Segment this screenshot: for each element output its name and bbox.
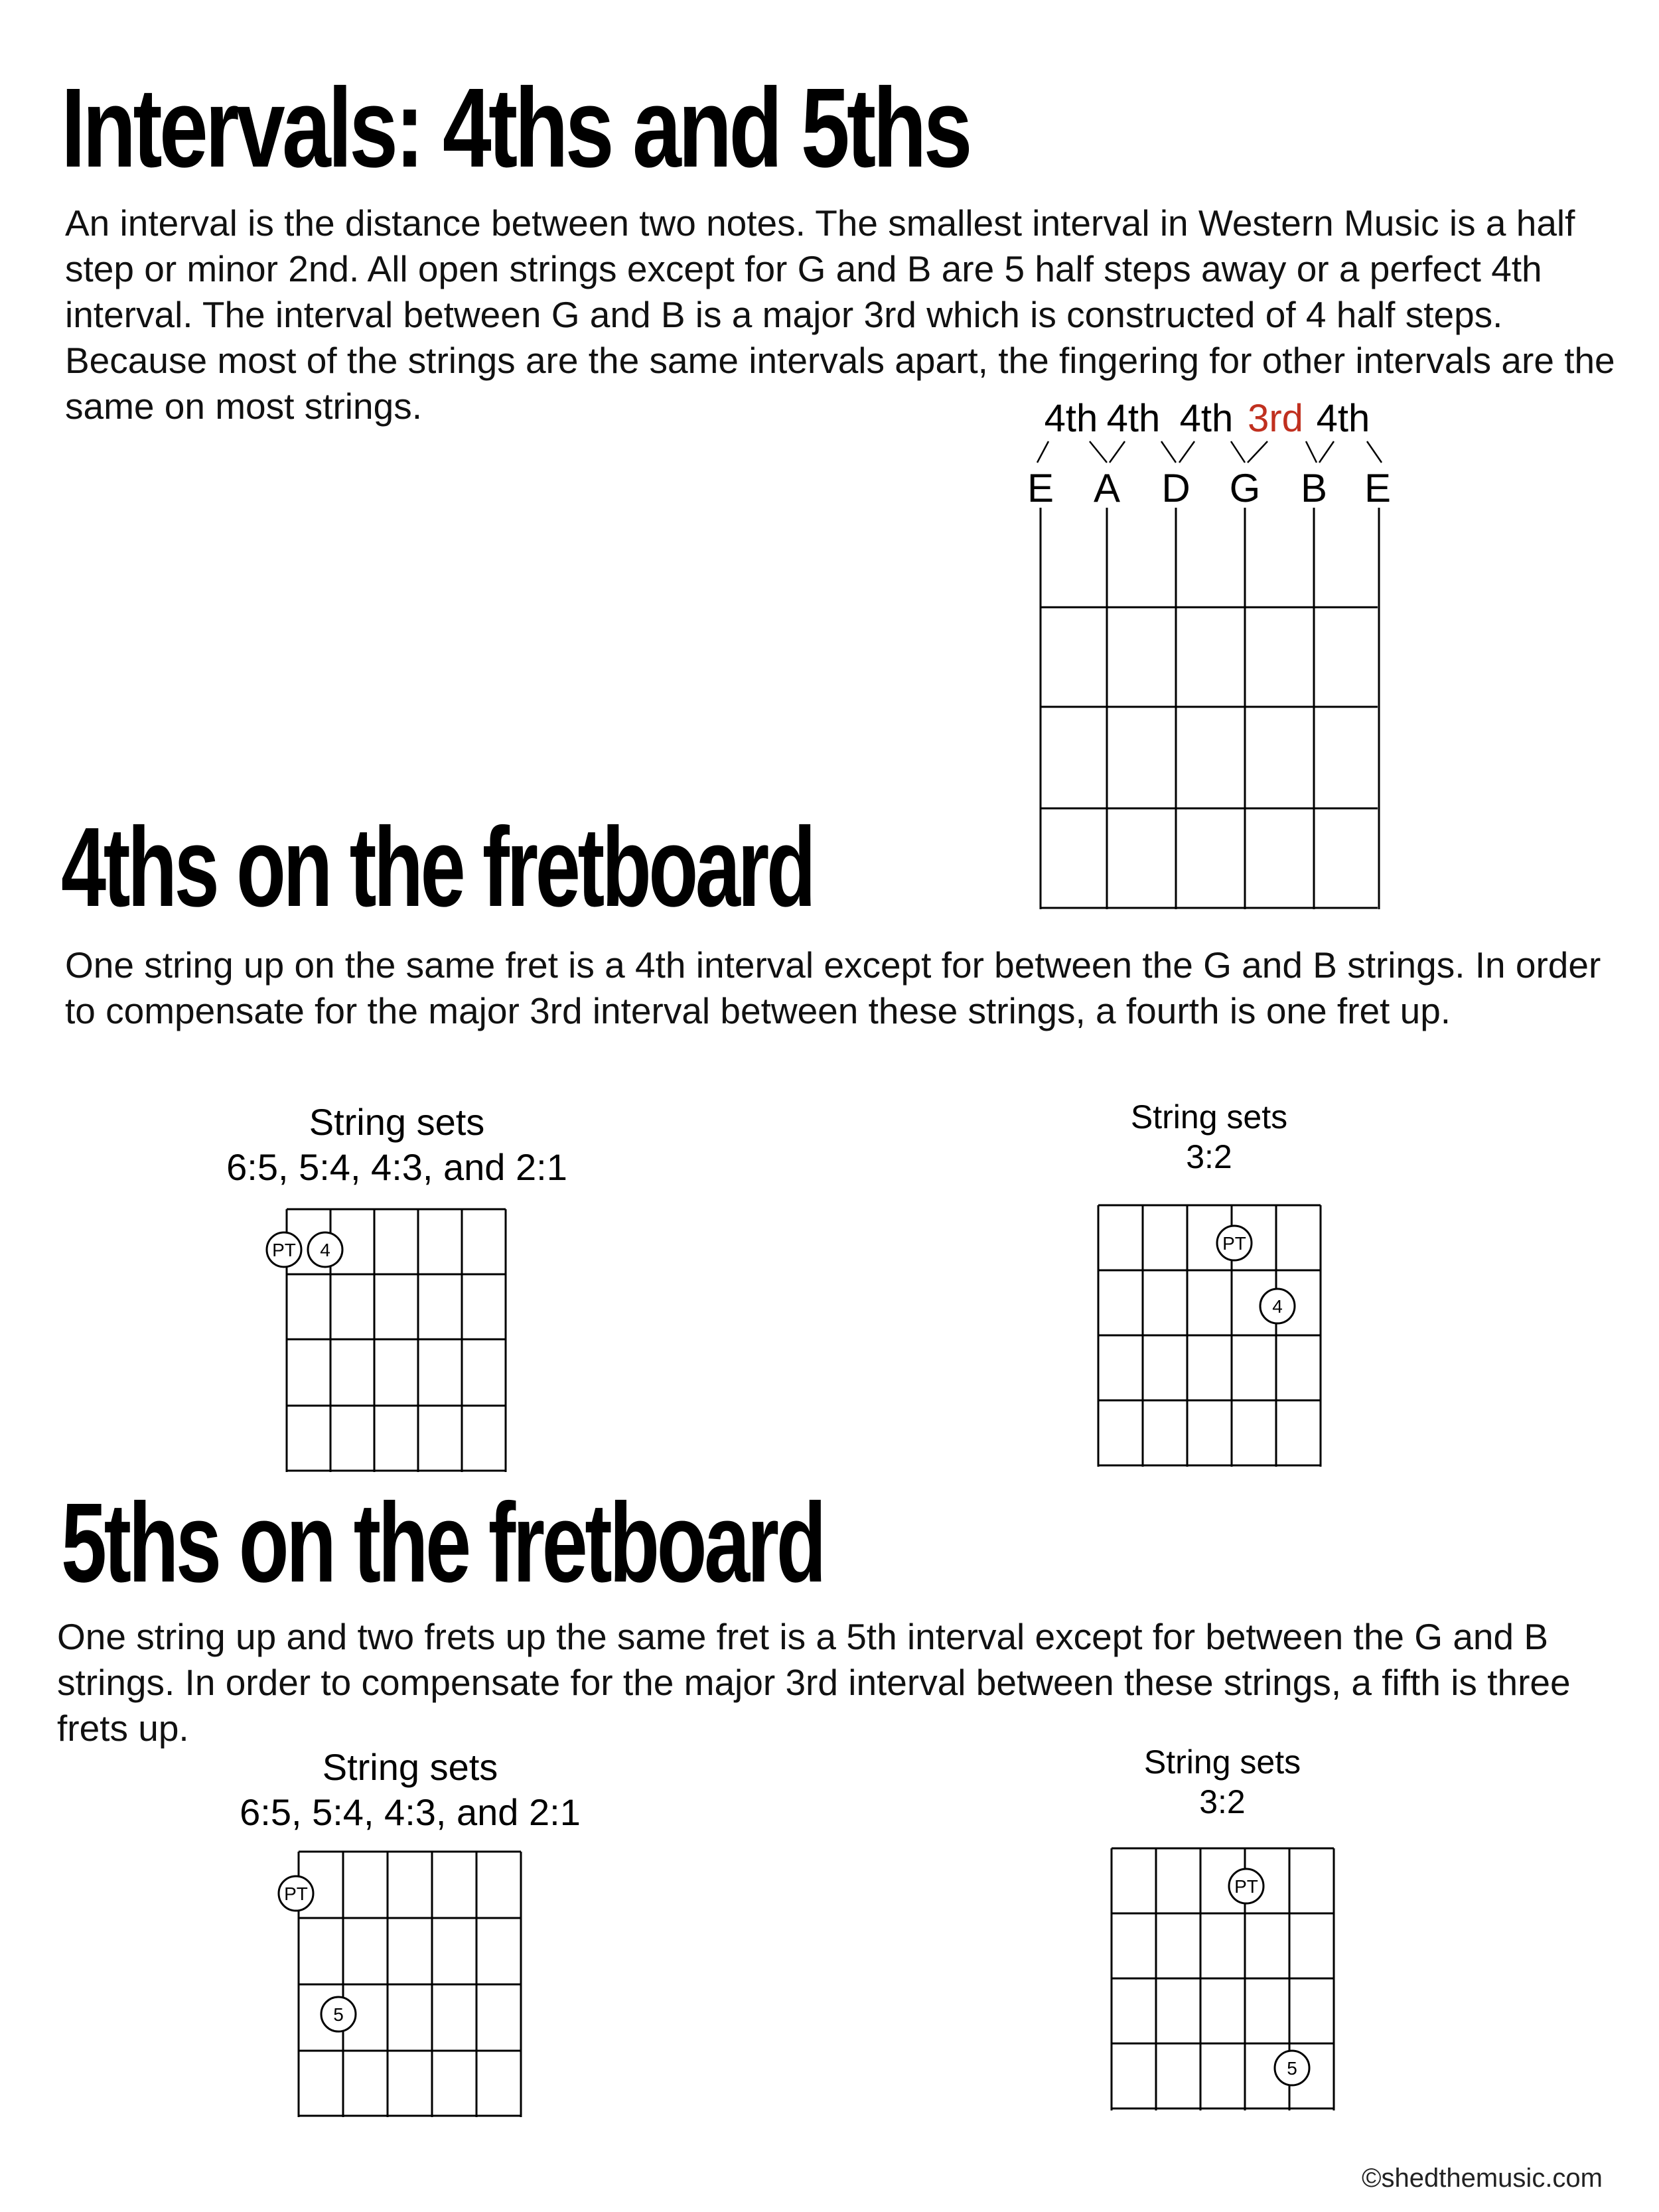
section-4ths-heading: 4ths on the fretboard: [61, 804, 814, 930]
fret-diagram-5ths-left: [240, 1746, 581, 2117]
interval-label: 4th: [1106, 397, 1161, 440]
interval-connectors: [1037, 441, 1382, 463]
finger-dot-pt: [1229, 1869, 1263, 1903]
interval-label: 4th: [1316, 397, 1370, 440]
dot-label: 5: [333, 2004, 344, 2025]
finger-dot-4: [308, 1232, 342, 1267]
finger-dot-pt: [267, 1232, 301, 1267]
fret-diagram-4ths-left: [226, 1101, 567, 1472]
diagram-caption: 3:2: [1186, 1138, 1232, 1175]
dot-label: 5: [1287, 2058, 1297, 2079]
fret-grid: [299, 1852, 521, 2117]
dot-label: PT: [1234, 1876, 1258, 1897]
fret-diagram-4ths-right: [1098, 1098, 1321, 1467]
intro-paragraph: An interval is the distance between two notes. The smallest interval in Western Music is a half step or minor 2nd. All open strings except for G and B are 5 half steps away or a perfect 4th interval. The interval between G and B is a major 3rd which is constructed of 4 half steps. Because most of the strings are the same intervals apart, the fingering for other intervals are the same on most strings.: [65, 202, 1615, 427]
fret-grid: [1098, 1205, 1321, 1467]
string-label: D: [1161, 466, 1190, 510]
diagram-caption: String sets: [1143, 1743, 1301, 1781]
interval-label: 4th: [1044, 397, 1098, 440]
string-label: A: [1093, 466, 1121, 510]
copyright-footer: ©shedthemusic.com: [1362, 2164, 1603, 2193]
finger-dot-5: [321, 1997, 356, 2031]
section-5ths-heading: 5ths on the fretboard: [61, 1480, 824, 1606]
dot-label: 4: [320, 1240, 330, 1260]
diagram-caption: String sets: [1130, 1098, 1288, 1136]
string-label: E: [1027, 466, 1054, 510]
dot-label: 4: [1272, 1296, 1283, 1317]
interval-label-highlight: 3rd: [1248, 397, 1303, 440]
finger-dot-pt: [1217, 1226, 1252, 1260]
finger-dot-5: [1275, 2051, 1309, 2085]
fret-diagram-5ths-right: [1112, 1743, 1334, 2110]
tuning-diagram: [1027, 397, 1391, 909]
section-5ths-text: One string up and two frets up the same fret is a 5th interval except for between the G and B strings. In order to compensate for the major 3rd interval between these strings, a fifth is three frets up.: [57, 1616, 1571, 1749]
dot-label: PT: [284, 1883, 308, 1904]
string-label: B: [1300, 466, 1328, 510]
diagram-caption: 6:5, 5:4, 4:3, and 2:1: [240, 1791, 581, 1833]
diagram-caption: String sets: [309, 1101, 485, 1143]
diagram-caption: 6:5, 5:4, 4:3, and 2:1: [226, 1146, 567, 1188]
diagram-caption: 3:2: [1199, 1783, 1246, 1820]
finger-dot-4: [1260, 1289, 1295, 1323]
interval-label: 4th: [1179, 397, 1234, 440]
tuning-fretboard-grid: [1041, 508, 1379, 909]
dot-label: PT: [272, 1240, 296, 1260]
section-4ths-text: One string up on the same fret is a 4th interval except for between the G and B strings. In order to compensate for the major 3rd interval between these strings, a fourth is one fret up.: [65, 944, 1601, 1031]
string-label: G: [1229, 466, 1261, 510]
finger-dot-pt: [279, 1876, 313, 1911]
string-label: E: [1364, 466, 1392, 510]
dot-label: PT: [1222, 1233, 1246, 1254]
page-title: Intervals: 4ths and 5ths: [61, 65, 970, 191]
diagram-caption: String sets: [322, 1746, 498, 1788]
